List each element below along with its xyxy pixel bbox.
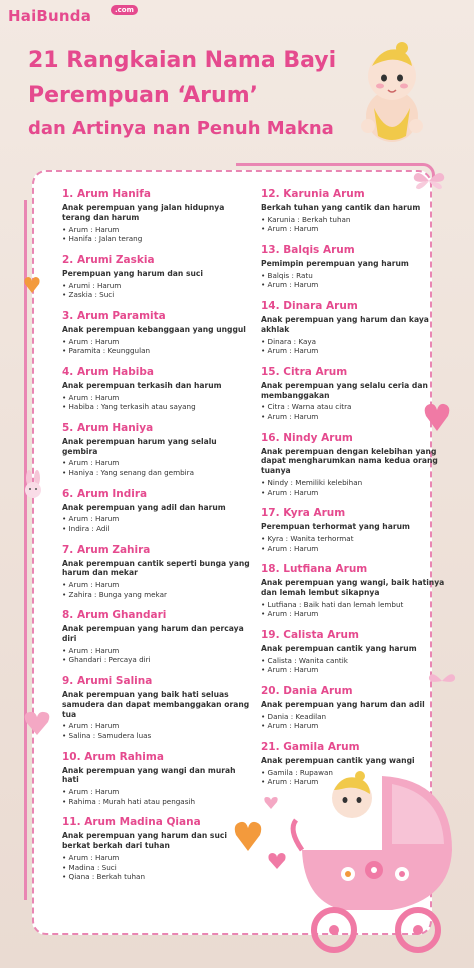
name-title: 10. Arum Rahima xyxy=(62,750,164,763)
name-part: • Arum : Harum xyxy=(261,544,451,554)
name-entry xyxy=(62,675,252,741)
name-parts-list xyxy=(62,514,252,533)
name-part: • Rahima : Murah hati atau pengasih xyxy=(62,797,252,807)
name-title: 18. Lutfiana Arum xyxy=(261,563,368,576)
name-meaning: Pemimpin perempuan yang harum xyxy=(261,258,409,268)
card-accent-top xyxy=(236,163,435,178)
name-title: 20. Dania Arum xyxy=(261,684,353,697)
name-title: 6. Arum Indira xyxy=(62,487,148,500)
heart-icon-orange xyxy=(24,276,40,294)
name-title: 14. Dinara Arum xyxy=(261,299,358,312)
name-parts-list xyxy=(62,580,252,599)
name-parts-list xyxy=(62,458,252,477)
name-part: • Karunia : Berkah tuhan xyxy=(261,215,451,225)
butterfly-icon xyxy=(412,168,446,194)
name-parts-list xyxy=(62,337,252,356)
name-meaning: Anak perempuan terkasih dan harum xyxy=(62,380,222,390)
name-parts-list xyxy=(261,656,451,675)
name-part: • Gamila : Rupawan xyxy=(261,768,451,778)
name-title: 9. Arumi Salina xyxy=(62,675,153,688)
name-meaning: Anak perempuan yang harum dan adil xyxy=(261,699,425,709)
name-part: • Indira : Adil xyxy=(62,524,252,534)
title-line-3: dan Artinya nan Penuh Makna xyxy=(28,118,334,139)
name-entry xyxy=(261,563,451,619)
baby-illustration-icon xyxy=(352,36,434,146)
name-part: • Kyra : Wanita terhormat xyxy=(261,534,451,544)
name-parts-list xyxy=(62,281,252,300)
name-parts-list xyxy=(62,721,252,740)
name-part: • Dania : Keadilan xyxy=(261,712,451,722)
name-entry xyxy=(261,685,451,731)
name-entry xyxy=(62,488,252,534)
name-part: • Habiba : Yang terkasih atau sayang xyxy=(62,402,252,412)
name-entry xyxy=(261,507,451,553)
name-part: • Arum : Harum xyxy=(261,224,451,234)
name-entry xyxy=(62,254,252,300)
logo-text: HaiBunda xyxy=(8,7,92,25)
name-entry xyxy=(62,816,252,881)
name-parts-list xyxy=(261,478,451,497)
name-meaning: Anak perempuan yang harum dan suci berkat berkah dari tuhan xyxy=(62,831,227,851)
name-part: • Arum : Harum xyxy=(261,280,451,290)
name-meaning: Anak perempuan yang baik hati seluas samudera dan dapat membanggakan orang tua xyxy=(62,690,250,719)
name-entry xyxy=(62,544,252,600)
name-title: 19. Calista Arum xyxy=(261,628,359,641)
haibunda-logo[interactable] xyxy=(8,6,134,28)
name-meaning: Anak perempuan yang adil dan harum xyxy=(62,502,226,512)
name-part: • Arum : Harum xyxy=(261,412,451,422)
name-title: 8. Arum Ghandari xyxy=(62,609,167,622)
name-meaning: Anak perempuan harum yang selalu gembira xyxy=(62,436,217,456)
name-meaning: Anak perempuan yang harum dan percaya diri xyxy=(62,624,244,644)
names-column-right xyxy=(261,188,451,797)
name-part: • Balqis : Ratu xyxy=(261,271,451,281)
name-part: • Arum : Harum xyxy=(261,777,451,787)
name-title: 7. Arum Zahira xyxy=(62,543,151,556)
name-entry xyxy=(62,366,252,412)
name-parts-list xyxy=(62,787,252,806)
name-part: • Citra : Warna atau citra xyxy=(261,402,451,412)
name-parts-list xyxy=(261,337,451,356)
name-parts-list xyxy=(261,534,451,553)
name-title: 11. Arum Madina Qiana xyxy=(62,816,201,829)
name-meaning: Berkah tuhan yang cantik dan harum xyxy=(261,203,421,212)
baby-stroller-icon xyxy=(282,770,462,960)
name-title: 21. Gamila Arum xyxy=(261,740,360,753)
name-part: • Arum : Harum xyxy=(62,225,252,235)
name-title: 15. Citra Arum xyxy=(261,365,348,378)
name-parts-list xyxy=(261,712,451,731)
name-meaning: Perempuan terhormat yang harum xyxy=(261,522,410,532)
heart-icon-pink-left xyxy=(24,710,50,736)
name-part: • Arum : Harum xyxy=(62,458,252,468)
name-part: • Zaskia : Suci xyxy=(62,290,252,300)
name-meaning: Anak perempuan cantik seperti bunga yang harum dan mekar xyxy=(62,558,250,578)
name-entry xyxy=(62,751,252,807)
name-entry xyxy=(261,300,451,356)
name-title: 4. Arum Habiba xyxy=(62,365,154,378)
name-part: • Paramita : Keunggulan xyxy=(62,346,252,356)
name-part: • Arum : Harum xyxy=(62,721,252,731)
name-meaning: Anak perempuan yang jalan hidupnya terang dan harum xyxy=(62,203,225,222)
name-parts-list xyxy=(62,646,252,665)
name-part: • Arum : Harum xyxy=(62,393,252,403)
name-entry xyxy=(261,366,451,422)
name-part: • Dinara : Kaya xyxy=(261,337,451,347)
name-part: • Ghandari : Percaya diri xyxy=(62,655,252,665)
heart-icon-pink-right xyxy=(424,402,450,432)
name-entry xyxy=(62,609,252,665)
title-line-1: 21 Rangkaian Nama Bayi xyxy=(28,48,337,73)
name-meaning: Anak perempuan yang wangi, baik hatinya dan lemah lembut sikapnya xyxy=(261,578,445,597)
name-title: 5. Arum Haniya xyxy=(62,421,154,434)
name-part: • Arum : Harum xyxy=(62,514,252,524)
title-line-2: Perempuan ‘Arum’ xyxy=(28,83,258,108)
name-part: • Arum : Harum xyxy=(261,346,451,356)
name-part: • Arum : Harum xyxy=(62,646,252,656)
name-part: • Hanifa : Jalan terang xyxy=(62,234,252,244)
name-title: 17. Kyra Arum xyxy=(261,507,346,520)
name-title: 1. Arum Hanifa xyxy=(62,188,151,200)
name-meaning: Anak perempuan yang harum dan kaya akhlak xyxy=(261,314,429,334)
name-part: • Arum : Harum xyxy=(261,488,451,498)
name-meaning: Anak perempuan kebanggaan yang unggul xyxy=(62,324,246,334)
name-part: • Madina : Suci xyxy=(62,863,252,873)
name-part: • Qiana : Berkah tuhan xyxy=(62,872,252,882)
name-meaning: Anak perempuan yang wangi dan murah hati xyxy=(62,765,236,785)
logo-suffix: .com xyxy=(111,5,138,15)
name-part: • Calista : Wanita cantik xyxy=(261,656,451,666)
name-meaning: Anak perempuan yang selalu ceria dan membanggakan xyxy=(261,380,428,400)
name-entry xyxy=(261,188,451,234)
name-meaning: Perempuan yang harum dan suci xyxy=(62,268,203,278)
name-part: • Arum : Harum xyxy=(62,580,252,590)
names-column-left xyxy=(62,188,252,892)
name-meaning: Anak perempuan cantik yang harum xyxy=(261,643,417,653)
name-title: 13. Balqis Arum xyxy=(261,243,355,256)
name-title: 3. Arum Paramita xyxy=(62,309,166,322)
name-part: • Arum : Harum xyxy=(62,853,252,863)
name-part: • Zahira : Bunga yang mekar xyxy=(62,590,252,600)
name-part: • Arum : Harum xyxy=(261,721,451,731)
name-meaning: Anak perempuan dengan kelebihan yang dapat mengharumkan nama kedua orang tuanya xyxy=(261,446,438,476)
name-parts-list xyxy=(261,402,451,421)
card-accent-left xyxy=(24,200,37,900)
name-part: • Haniya : Yang senang dan gembira xyxy=(62,468,252,478)
bunny-icon xyxy=(20,470,46,504)
name-meaning: Anak perempuan cantik yang wangi xyxy=(261,755,415,765)
heart-icon-tiny xyxy=(264,796,278,810)
name-entry xyxy=(62,422,252,478)
name-part: • Arumi : Harum xyxy=(62,281,252,291)
name-part: • Arum : Harum xyxy=(62,337,252,347)
name-parts-list xyxy=(62,225,252,244)
heart-icon-orange-large xyxy=(234,820,262,852)
name-part: • Arum : Harum xyxy=(261,609,451,619)
name-entry xyxy=(261,432,451,498)
name-parts-list xyxy=(62,393,252,412)
name-parts-list xyxy=(261,600,451,619)
name-part: • Lutfiana : Baik hati dan lemah lembut xyxy=(261,600,451,610)
name-entry xyxy=(261,629,451,675)
name-parts-list xyxy=(62,853,252,882)
name-part: • Arum : Harum xyxy=(62,787,252,797)
name-title: 2. Arumi Zaskia xyxy=(62,253,155,266)
name-parts-list xyxy=(261,215,451,234)
name-title: 12. Karunia Arum xyxy=(261,188,365,200)
name-entry xyxy=(62,310,252,356)
name-title: 16. Nindy Arum xyxy=(261,431,353,444)
name-parts-list xyxy=(261,271,451,290)
name-part: • Nindy : Memiliki kelebihan xyxy=(261,478,451,488)
butterfly-icon-small xyxy=(428,670,456,692)
name-part: • Arum : Harum xyxy=(261,665,451,675)
name-part: • Salina : Samudera luas xyxy=(62,731,252,741)
name-entry xyxy=(261,244,451,290)
name-entry xyxy=(62,188,252,244)
